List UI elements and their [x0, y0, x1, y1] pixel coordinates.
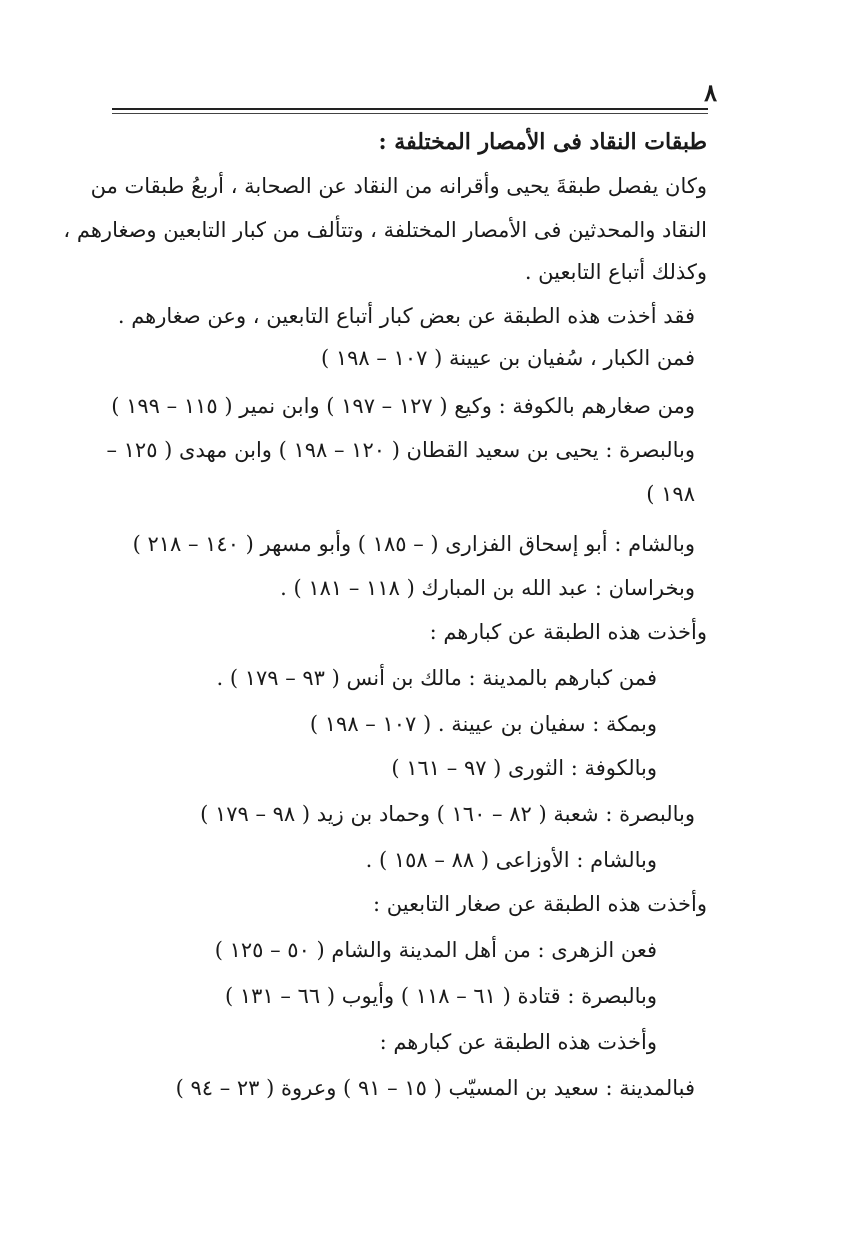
header-rule	[112, 108, 708, 110]
text-line: وأخذت هذه الطبقة عن كبارهم :	[429, 620, 707, 644]
text-line: فبالمدينة : سعيد بن المسيّب ( ١٥ – ٩١ ) وعروة ( ٢٣ – ٩٤ )	[175, 1076, 695, 1100]
text-line: وكذلك أتباع التابعين .	[524, 260, 707, 284]
text-line: وبالبصرة : يحيى بن سعيد القطان ( ١٢٠ – ١٩٨ ) وابن مهدى ( ١٢٥ –	[106, 438, 695, 462]
text-line: فعن الزهرى : من أهل المدينة والشام ( ٥٠ – ١٢٥ )	[214, 938, 657, 962]
text-line: ١٩٨ )	[646, 482, 695, 506]
text-line: النقاد والمحدثين فى الأمصار المختلفة ، وتتألف من كبار التابعين وصغارهم ،	[63, 218, 707, 242]
text-line: وبخراسان : عبد الله بن المبارك ( ١١٨ – ١٨١ ) .	[280, 576, 695, 600]
text-line: وبالشام : الأوزاعى ( ٨٨ – ١٥٨ ) .	[365, 848, 657, 872]
section-heading: طبقات النقاد فى الأمصار المختلفة :	[378, 129, 707, 155]
text-line: وأخذت هذه الطبقة عن صغار التابعين :	[373, 892, 707, 916]
text-line: فمن الكبار ، سُفيان بن عيينة ( ١٠٧ – ١٩٨ )	[321, 346, 695, 370]
text-line: ومن صغارهم بالكوفة : وكيع ( ١٢٧ – ١٩٧ ) وابن نمير ( ١١٥ – ١٩٩ )	[111, 394, 695, 418]
page-number: ٨	[704, 78, 717, 107]
header-rule-thin	[112, 113, 708, 114]
text-line: وبمكة : سفيان بن عيينة . ( ١٠٧ – ١٩٨ )	[309, 712, 657, 736]
text-line: فقد أخذت هذه الطبقة عن بعض كبار أتباع التابعين ، وعن صغارهم .	[117, 304, 695, 328]
text-line: وأخذت هذه الطبقة عن كبارهم :	[379, 1030, 657, 1054]
text-line: وبالشام : أبو إسحاق الفزارى ( – ١٨٥ ) وأبو مسهر ( ١٤٠ – ٢١٨ )	[132, 532, 695, 556]
text-line: وبالكوفة : الثورى ( ٩٧ – ١٦١ )	[391, 756, 657, 780]
text-line: وكان يفصل طبقةَ يحيى وأقرانه من النقاد عن الصحابة ، أربعُ طبقات من	[90, 174, 707, 198]
text-line: فمن كبارهم بالمدينة : مالك بن أنس ( ٩٣ – ١٧٩ ) .	[216, 666, 657, 690]
text-line: وبالبصرة : قتادة ( ٦١ – ١١٨ ) وأيوب ( ٦٦ – ١٣١ )	[225, 984, 657, 1008]
text-line: وبالبصرة : شعبة ( ٨٢ – ١٦٠ ) وحماد بن زيد ( ٩٨ – ١٧٩ )	[200, 802, 695, 826]
